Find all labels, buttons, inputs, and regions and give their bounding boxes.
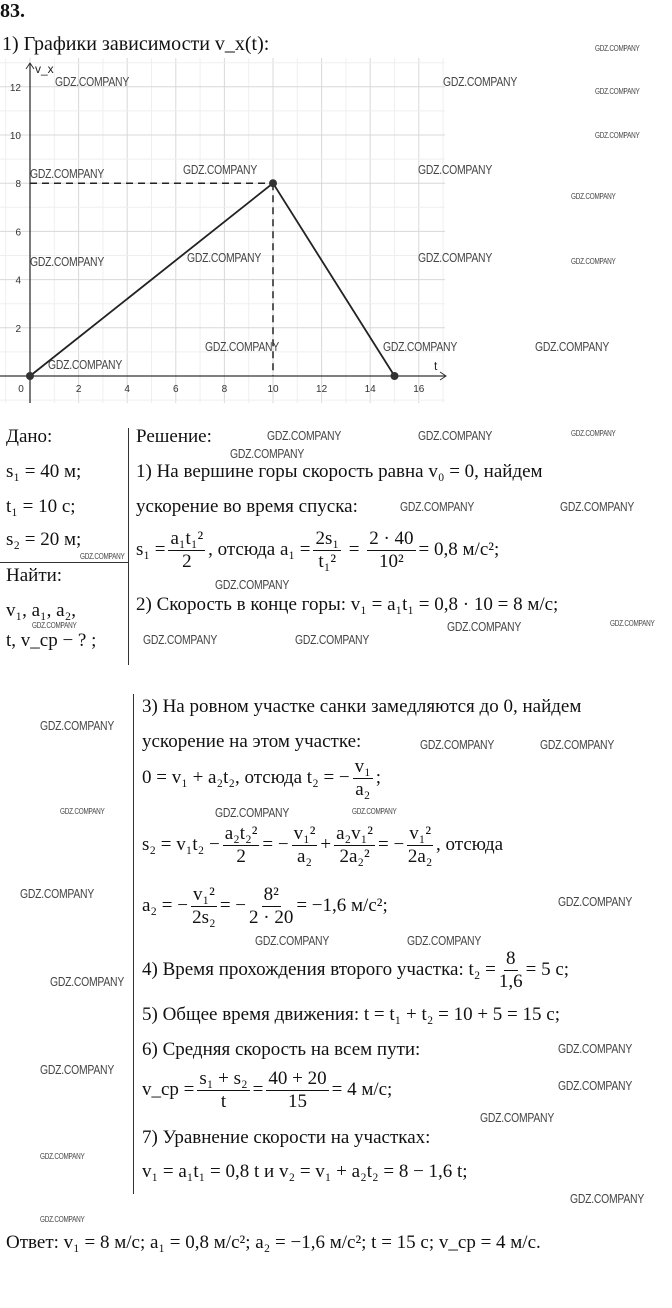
- step-1-cont: ускорение во время спуска:: [136, 496, 358, 517]
- formula-a2: [142, 884, 388, 929]
- data-point: [26, 372, 34, 380]
- watermark: GDZ.COMPANY: [30, 254, 105, 269]
- watermark: GDZ.COMPANY: [295, 632, 370, 647]
- numerator: a₂v₁²: [336, 823, 374, 844]
- watermark: GDZ.COMPANY: [55, 74, 130, 89]
- formula-text: ;: [375, 766, 382, 788]
- denominator: 1,6: [498, 971, 523, 992]
- x-tick-label: 6: [173, 384, 179, 395]
- watermark: GDZ.COMPANY: [183, 162, 258, 177]
- numerator: 2s₁: [315, 528, 339, 549]
- watermark: GDZ.COMPANY: [352, 807, 397, 816]
- numerator: v₁²: [193, 884, 215, 905]
- data-point: [269, 179, 277, 187]
- watermark: GDZ.COMPANY: [32, 621, 77, 630]
- denominator: 15: [288, 1091, 307, 1112]
- watermark: GDZ.COMPANY: [558, 1078, 633, 1093]
- watermark: GDZ.COMPANY: [40, 1152, 85, 1161]
- given-find-divider: [0, 562, 128, 563]
- given-item: s₁ = 40 м;: [6, 461, 82, 482]
- watermark: GDZ.COMPANY: [40, 718, 115, 733]
- formula-text: s₁ =: [136, 538, 166, 560]
- watermark: GDZ.COMPANY: [383, 339, 458, 354]
- x-tick-label: 14: [364, 384, 376, 395]
- formula-text: = −1,6 м/с²;: [296, 894, 388, 916]
- y-tick-label: 10: [9, 131, 21, 142]
- given-item: s₂ = 20 м;: [6, 529, 82, 550]
- watermark: GDZ.COMPANY: [443, 74, 518, 89]
- watermark: GDZ.COMPANY: [255, 933, 330, 948]
- formula-text: , отсюда a₁ =: [208, 538, 311, 560]
- formula-s2: [142, 823, 503, 868]
- denominator: a₂: [355, 779, 371, 800]
- x-tick-label: 8: [221, 384, 228, 395]
- watermark: GDZ.COMPANY: [267, 428, 342, 443]
- watermark: GDZ.COMPANY: [535, 339, 610, 354]
- formula-text: = −: [378, 833, 405, 855]
- watermark: GDZ.COMPANY: [558, 1041, 633, 1056]
- watermark: GDZ.COMPANY: [571, 257, 616, 266]
- step-3-cont: ускорение на этом участке:: [142, 731, 362, 752]
- formula-text: v_ср =: [142, 1078, 195, 1100]
- denominator: 2: [182, 551, 192, 572]
- graph-heading: 1) Графики зависимости v_x(t):: [2, 33, 270, 55]
- step-1: 1) На вершине горы скорость равна v₀ = 0, найдем: [136, 461, 543, 482]
- formula-text: 0 = v₁ + a₂t₂, отсюда t₂ = −: [142, 766, 350, 788]
- given-item: t₁ = 10 с;: [6, 496, 76, 517]
- y-tick-label: 2: [15, 323, 21, 335]
- watermark: GDZ.COMPANY: [420, 737, 495, 752]
- data-point: [391, 372, 399, 380]
- x-tick-label: 0: [18, 384, 24, 395]
- denominator: 2: [236, 846, 246, 867]
- watermark: GDZ.COMPANY: [230, 446, 305, 461]
- watermark: GDZ.COMPANY: [400, 499, 475, 514]
- watermark: GDZ.COMPANY: [215, 577, 290, 592]
- watermark: GDZ.COMPANY: [407, 933, 482, 948]
- numerator: v₁: [354, 756, 371, 777]
- denominator: t: [220, 1091, 227, 1112]
- step-5: 5) Общее время движения: t = t₁ + t₂ = 10 + 5 = 15 с;: [142, 1004, 560, 1025]
- formula-text: = 0,8 м/с²;: [418, 538, 500, 560]
- step-7: 7) Уравнение скорости на участках:: [142, 1127, 431, 1148]
- solution-divider: [133, 694, 134, 1194]
- watermark: GDZ.COMPANY: [205, 339, 280, 354]
- find-item: v₁, a₁, a₂,: [6, 600, 76, 621]
- formula-vcp: [142, 1068, 392, 1113]
- x-tick-label: 16: [413, 384, 425, 395]
- x-axis-label: t: [434, 359, 438, 373]
- numerator: 8²: [263, 884, 279, 905]
- answer: Ответ: v₁ = 8 м/с; a₁ = 0,8 м/с²; a₂ = −1,6 м/с²; t = 15 с; v_ср = 4 м/с.: [6, 1232, 541, 1253]
- watermark: GDZ.COMPANY: [595, 87, 640, 96]
- watermark: GDZ.COMPANY: [187, 250, 262, 265]
- formula-velocity: v₁ = a₁t₁ = 0,8 t и v₂ = v₁ + a₂t₂ = 8 − 1,6 t;: [142, 1161, 468, 1182]
- watermark: GDZ.COMPANY: [560, 499, 635, 514]
- watermark: GDZ.COMPANY: [40, 1062, 115, 1077]
- find-title: Найти:: [6, 565, 63, 586]
- formula-text: = −: [219, 894, 247, 916]
- watermark: GDZ.COMPANY: [418, 162, 493, 177]
- y-tick-label: 4: [15, 275, 21, 287]
- denominator: 2a₂: [407, 846, 433, 867]
- watermark: GDZ.COMPANY: [595, 44, 640, 53]
- formula-text: +: [320, 833, 332, 855]
- given-title: Дано:: [6, 426, 53, 447]
- y-tick-label: 8: [15, 179, 21, 191]
- watermark: GDZ.COMPANY: [570, 1191, 645, 1206]
- numerator: 2 · 40: [369, 528, 414, 549]
- watermark: GDZ.COMPANY: [571, 192, 616, 201]
- watermark: GDZ.COMPANY: [571, 429, 616, 438]
- watermark: GDZ.COMPANY: [80, 552, 125, 561]
- y-axis-label: v_x: [35, 62, 54, 76]
- watermark: GDZ.COMPANY: [540, 737, 615, 752]
- formula-text: 4) Время прохождения второго участка: t₂ =: [142, 958, 496, 980]
- denominator: 2 · 20: [249, 907, 294, 928]
- step-2: 2) Скорость в конце горы: v₁ = a₁t₁ = 0,8 · 10 = 8 м/с;: [136, 594, 559, 615]
- watermark: GDZ.COMPANY: [40, 1215, 85, 1224]
- watermark: GDZ.COMPANY: [48, 357, 123, 372]
- formula-t2: [142, 756, 381, 801]
- numerator: a₂t₂²: [224, 823, 258, 844]
- numerator: a₁t₁²: [170, 528, 204, 549]
- numerator: 8: [506, 948, 516, 969]
- watermark: GDZ.COMPANY: [215, 805, 290, 820]
- formula-text: = 5 с;: [525, 958, 570, 980]
- watermark: GDZ.COMPANY: [143, 632, 218, 647]
- formula-text: a₂ = −: [142, 894, 188, 916]
- watermark: GDZ.COMPANY: [418, 250, 493, 265]
- denominator: t₁²: [318, 551, 337, 572]
- problem-number: 83.: [0, 0, 25, 22]
- step-4: [142, 948, 569, 993]
- find-item: t, v_ср − ? ;: [6, 630, 97, 651]
- formula-text: , отсюда: [436, 833, 504, 855]
- numerator: v₁²: [409, 823, 432, 844]
- watermark: GDZ.COMPANY: [418, 428, 493, 443]
- watermark: GDZ.COMPANY: [480, 1110, 555, 1125]
- solution-title: Решение:: [136, 426, 212, 447]
- denominator: 10²: [379, 551, 404, 572]
- y-tick-label: 6: [15, 227, 21, 239]
- watermark: GDZ.COMPANY: [447, 619, 522, 634]
- formula-text: s₂ = v₁t₂ −: [142, 833, 220, 855]
- watermark: GDZ.COMPANY: [20, 886, 95, 901]
- step-3: 3) На ровном участке санки замедляются до 0, найдем: [142, 696, 582, 717]
- y-tick-label: 12: [9, 82, 21, 94]
- formula-text: = −: [262, 833, 289, 855]
- numerator: v₁²: [293, 823, 316, 844]
- x-tick-label: 12: [316, 384, 328, 395]
- watermark: GDZ.COMPANY: [30, 166, 105, 181]
- watermark: GDZ.COMPANY: [50, 974, 125, 989]
- watermark: GDZ.COMPANY: [595, 131, 640, 140]
- numerator: 40 + 20: [268, 1068, 327, 1089]
- denominator: a₂: [296, 846, 313, 867]
- step-6: 6) Средняя скорость на всем пути:: [142, 1039, 421, 1060]
- formula-text: =: [252, 1078, 264, 1100]
- watermark: GDZ.COMPANY: [610, 619, 655, 628]
- denominator: 2a₂²: [339, 846, 370, 867]
- x-tick-label: 10: [267, 384, 279, 395]
- given-divider: [128, 428, 129, 665]
- formula-text: = 4 м/с;: [331, 1078, 393, 1100]
- numerator: s₁ + s₂: [199, 1068, 248, 1089]
- watermark: GDZ.COMPANY: [558, 894, 633, 909]
- watermark: GDZ.COMPANY: [60, 807, 105, 816]
- x-tick-label: 4: [124, 384, 130, 395]
- denominator: 2s₂: [192, 907, 216, 928]
- x-tick-label: 2: [75, 384, 82, 395]
- formula-a1: s₁ = $\frac{\text{a₁t₁²}}{2}$ , отсюда a₁ = $\frac{\text{2s₁}}{\text{t₁²}}$ = $\frac{2 \cdot 40}{\text{10²}}$ = 0,8 м/с²;: [136, 528, 500, 572]
